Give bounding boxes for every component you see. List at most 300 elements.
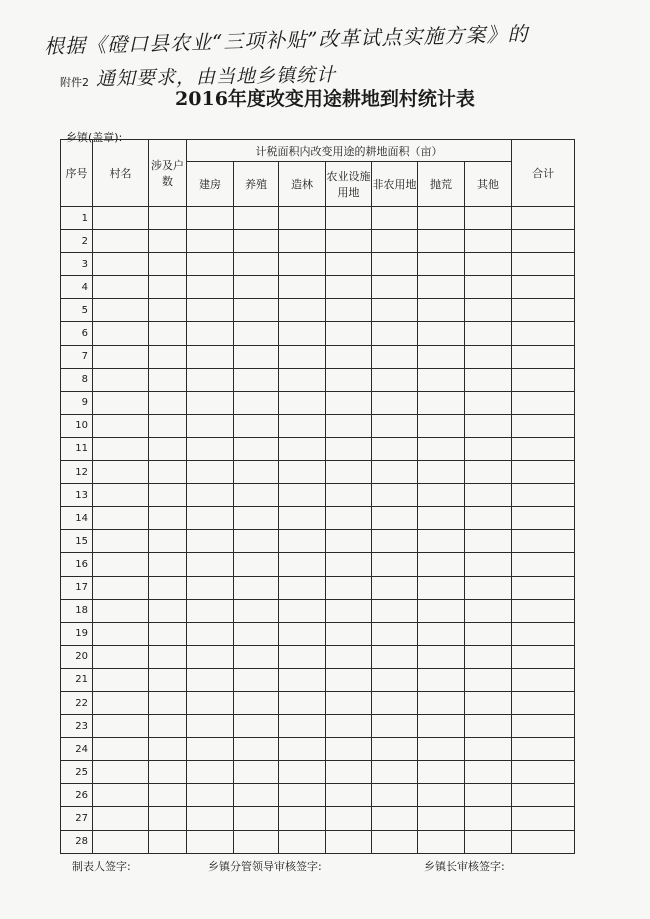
row-number: 5 <box>61 299 93 322</box>
empty-cell <box>326 484 372 507</box>
empty-cell <box>326 345 372 368</box>
empty-cell <box>465 368 512 391</box>
empty-cell <box>326 668 372 691</box>
table-row <box>61 761 575 784</box>
empty-cell <box>418 645 465 668</box>
empty-cell <box>418 299 465 322</box>
table-row <box>61 715 575 738</box>
table-row <box>61 807 575 830</box>
empty-cell <box>512 830 575 853</box>
empty-cell <box>372 784 418 807</box>
empty-cell <box>372 230 418 253</box>
table-row <box>61 207 575 230</box>
empty-cell <box>326 645 372 668</box>
table-row <box>61 414 575 437</box>
empty-cell <box>93 576 149 599</box>
empty-cell <box>326 830 372 853</box>
empty-cell <box>93 322 149 345</box>
empty-cell <box>465 253 512 276</box>
empty-cell <box>93 599 149 622</box>
empty-cell <box>372 715 418 738</box>
empty-cell <box>93 276 149 299</box>
empty-cell <box>372 761 418 784</box>
empty-cell <box>279 437 326 460</box>
handwritten-note-line2: 通知要求，由当地乡镇统计 <box>95 63 337 91</box>
handwritten-note-line1: 根据《磴口县农业“三项补贴”改革试点实施方案》的 <box>43 21 529 59</box>
empty-cell <box>149 507 187 530</box>
empty-cell <box>93 507 149 530</box>
row-number: 22 <box>61 691 93 714</box>
empty-cell <box>465 761 512 784</box>
empty-cell <box>279 784 326 807</box>
empty-cell <box>279 299 326 322</box>
empty-cell <box>187 622 234 645</box>
empty-cell <box>234 299 279 322</box>
empty-cell <box>149 784 187 807</box>
header-afforestation: 造林 <box>279 162 326 207</box>
row-number: 13 <box>61 484 93 507</box>
empty-cell <box>465 553 512 576</box>
empty-cell <box>187 207 234 230</box>
empty-cell <box>187 830 234 853</box>
empty-cell <box>326 738 372 761</box>
empty-cell <box>187 807 234 830</box>
empty-cell <box>465 784 512 807</box>
table-row <box>61 507 575 530</box>
table-row <box>61 576 575 599</box>
empty-cell <box>326 530 372 553</box>
empty-cell <box>187 530 234 553</box>
empty-cell <box>418 461 465 484</box>
empty-cell <box>326 299 372 322</box>
row-number: 25 <box>61 761 93 784</box>
empty-cell <box>512 507 575 530</box>
empty-cell <box>149 276 187 299</box>
empty-cell <box>93 484 149 507</box>
table-row <box>61 622 575 645</box>
row-number: 15 <box>61 530 93 553</box>
empty-cell <box>93 761 149 784</box>
empty-cell <box>93 807 149 830</box>
empty-cell <box>149 322 187 345</box>
empty-cell <box>512 368 575 391</box>
empty-cell <box>234 253 279 276</box>
table-row <box>61 230 575 253</box>
empty-cell <box>512 437 575 460</box>
header-households: 涉及户数 <box>149 140 187 207</box>
empty-cell <box>372 738 418 761</box>
empty-cell <box>512 530 575 553</box>
empty-cell <box>326 784 372 807</box>
row-number: 18 <box>61 599 93 622</box>
empty-cell <box>93 738 149 761</box>
empty-cell <box>149 715 187 738</box>
row-number: 16 <box>61 553 93 576</box>
empty-cell <box>512 738 575 761</box>
empty-cell <box>372 830 418 853</box>
statistics-table <box>60 139 575 854</box>
empty-cell <box>465 576 512 599</box>
empty-cell <box>465 345 512 368</box>
empty-cell <box>465 391 512 414</box>
empty-cell <box>187 668 234 691</box>
empty-cell <box>279 345 326 368</box>
empty-cell <box>418 553 465 576</box>
empty-cell <box>279 622 326 645</box>
empty-cell <box>93 299 149 322</box>
empty-cell <box>372 530 418 553</box>
row-number: 20 <box>61 645 93 668</box>
empty-cell <box>418 207 465 230</box>
row-number: 19 <box>61 622 93 645</box>
table-row <box>61 691 575 714</box>
empty-cell <box>149 530 187 553</box>
empty-cell <box>418 807 465 830</box>
empty-cell <box>234 738 279 761</box>
empty-cell <box>326 461 372 484</box>
empty-cell <box>234 761 279 784</box>
empty-cell <box>326 691 372 714</box>
table-row <box>61 322 575 345</box>
empty-cell <box>93 345 149 368</box>
empty-cell <box>234 437 279 460</box>
empty-cell <box>418 738 465 761</box>
empty-cell <box>512 576 575 599</box>
empty-cell <box>372 807 418 830</box>
empty-cell <box>234 715 279 738</box>
empty-cell <box>279 276 326 299</box>
empty-cell <box>187 345 234 368</box>
empty-cell <box>372 322 418 345</box>
empty-cell <box>372 414 418 437</box>
row-number: 24 <box>61 738 93 761</box>
empty-cell <box>279 484 326 507</box>
attachment-label: 附件2 <box>60 76 89 89</box>
empty-cell <box>512 207 575 230</box>
empty-cell <box>187 437 234 460</box>
empty-cell <box>465 207 512 230</box>
table-row <box>61 738 575 761</box>
row-number: 28 <box>61 830 93 853</box>
header-village: 村名 <box>93 140 149 207</box>
empty-cell <box>187 599 234 622</box>
empty-cell <box>372 253 418 276</box>
empty-cell <box>418 576 465 599</box>
empty-cell <box>234 207 279 230</box>
empty-cell <box>149 830 187 853</box>
empty-cell <box>512 668 575 691</box>
empty-cell <box>187 738 234 761</box>
page-title: 2016年度改变用途耕地到村统计表 <box>175 88 475 110</box>
empty-cell <box>234 391 279 414</box>
empty-cell <box>149 414 187 437</box>
empty-cell <box>326 715 372 738</box>
empty-cell <box>149 553 187 576</box>
empty-cell <box>326 599 372 622</box>
empty-cell <box>187 368 234 391</box>
empty-cell <box>187 691 234 714</box>
empty-cell <box>326 414 372 437</box>
empty-cell <box>372 461 418 484</box>
header-facility-land: 农业设施用地 <box>326 162 372 207</box>
empty-cell <box>326 207 372 230</box>
empty-cell <box>93 461 149 484</box>
empty-cell <box>326 553 372 576</box>
row-number: 4 <box>61 276 93 299</box>
row-number: 6 <box>61 322 93 345</box>
empty-cell <box>187 484 234 507</box>
empty-cell <box>372 391 418 414</box>
empty-cell <box>465 830 512 853</box>
empty-cell <box>187 391 234 414</box>
empty-cell <box>326 391 372 414</box>
empty-cell <box>372 599 418 622</box>
empty-cell <box>326 230 372 253</box>
table-row <box>61 484 575 507</box>
empty-cell <box>234 576 279 599</box>
row-number: 3 <box>61 253 93 276</box>
empty-cell <box>279 322 326 345</box>
empty-cell <box>187 414 234 437</box>
empty-cell <box>418 414 465 437</box>
empty-cell <box>279 507 326 530</box>
empty-cell <box>93 530 149 553</box>
empty-cell <box>465 715 512 738</box>
table-row <box>61 345 575 368</box>
empty-cell <box>187 253 234 276</box>
empty-cell <box>93 784 149 807</box>
table-row <box>61 553 575 576</box>
empty-cell <box>149 253 187 276</box>
empty-cell <box>418 437 465 460</box>
empty-cell <box>372 276 418 299</box>
empty-cell <box>234 622 279 645</box>
empty-cell <box>418 230 465 253</box>
header-seq: 序号 <box>61 140 93 207</box>
empty-cell <box>187 761 234 784</box>
empty-cell <box>418 345 465 368</box>
empty-cell <box>512 322 575 345</box>
table-row <box>61 599 575 622</box>
empty-cell <box>512 253 575 276</box>
empty-cell <box>93 645 149 668</box>
deputy-signature-label: 乡镇分管领导审核签字: <box>208 860 322 873</box>
row-number: 2 <box>61 230 93 253</box>
empty-cell <box>149 807 187 830</box>
empty-cell <box>465 484 512 507</box>
empty-cell <box>279 461 326 484</box>
empty-cell <box>326 322 372 345</box>
empty-cell <box>234 784 279 807</box>
empty-cell <box>372 668 418 691</box>
empty-cell <box>149 345 187 368</box>
empty-cell <box>465 645 512 668</box>
empty-cell <box>372 553 418 576</box>
header-nonfarm-land: 非农用地 <box>372 162 418 207</box>
empty-cell <box>149 668 187 691</box>
empty-cell <box>234 276 279 299</box>
empty-cell <box>93 368 149 391</box>
empty-cell <box>149 484 187 507</box>
empty-cell <box>279 645 326 668</box>
empty-cell <box>187 553 234 576</box>
header-building: 建房 <box>187 162 234 207</box>
empty-cell <box>326 622 372 645</box>
empty-cell <box>279 761 326 784</box>
empty-cell <box>149 207 187 230</box>
empty-cell <box>465 437 512 460</box>
row-number: 8 <box>61 368 93 391</box>
empty-cell <box>512 276 575 299</box>
table-row <box>61 437 575 460</box>
empty-cell <box>465 530 512 553</box>
empty-cell <box>418 784 465 807</box>
empty-cell <box>512 299 575 322</box>
town-stamp-label: 乡镇(盖章): <box>66 131 123 144</box>
empty-cell <box>234 645 279 668</box>
header-changed-area-group: 计税面积内改变用途的耕地面积（亩） <box>187 140 512 162</box>
empty-cell <box>465 299 512 322</box>
empty-cell <box>187 230 234 253</box>
empty-cell <box>326 761 372 784</box>
empty-cell <box>93 830 149 853</box>
table-row <box>61 784 575 807</box>
empty-cell <box>512 784 575 807</box>
empty-cell <box>326 276 372 299</box>
empty-cell <box>512 599 575 622</box>
empty-cell <box>234 484 279 507</box>
empty-cell <box>279 530 326 553</box>
empty-cell <box>93 253 149 276</box>
empty-cell <box>187 299 234 322</box>
empty-cell <box>465 322 512 345</box>
empty-cell <box>149 645 187 668</box>
empty-cell <box>279 691 326 714</box>
empty-cell <box>372 345 418 368</box>
table-row <box>61 299 575 322</box>
empty-cell <box>234 322 279 345</box>
empty-cell <box>93 230 149 253</box>
empty-cell <box>279 368 326 391</box>
empty-cell <box>187 276 234 299</box>
empty-cell <box>418 322 465 345</box>
empty-cell <box>187 645 234 668</box>
row-number: 9 <box>61 391 93 414</box>
row-number: 27 <box>61 807 93 830</box>
empty-cell <box>326 507 372 530</box>
empty-cell <box>372 437 418 460</box>
empty-cell <box>512 715 575 738</box>
empty-cell <box>279 253 326 276</box>
empty-cell <box>465 738 512 761</box>
empty-cell <box>326 807 372 830</box>
empty-cell <box>279 599 326 622</box>
empty-cell <box>418 761 465 784</box>
empty-cell <box>512 807 575 830</box>
empty-cell <box>372 368 418 391</box>
empty-cell <box>149 691 187 714</box>
empty-cell <box>418 622 465 645</box>
head-signature-label: 乡镇长审核签字: <box>424 860 505 873</box>
empty-cell <box>93 437 149 460</box>
empty-cell <box>93 553 149 576</box>
empty-cell <box>326 368 372 391</box>
empty-cell <box>149 368 187 391</box>
empty-cell <box>234 530 279 553</box>
row-number: 1 <box>61 207 93 230</box>
empty-cell <box>512 691 575 714</box>
row-number: 10 <box>61 414 93 437</box>
header-other: 其他 <box>465 162 512 207</box>
empty-cell <box>279 830 326 853</box>
empty-cell <box>512 622 575 645</box>
empty-cell <box>465 622 512 645</box>
empty-cell <box>372 507 418 530</box>
empty-cell <box>326 576 372 599</box>
table-row <box>61 645 575 668</box>
empty-cell <box>149 299 187 322</box>
empty-cell <box>465 507 512 530</box>
empty-cell <box>512 461 575 484</box>
empty-cell <box>512 553 575 576</box>
empty-cell <box>234 553 279 576</box>
empty-cell <box>149 461 187 484</box>
empty-cell <box>418 368 465 391</box>
empty-cell <box>234 830 279 853</box>
empty-cell <box>279 576 326 599</box>
empty-cell <box>187 322 234 345</box>
empty-cell <box>465 276 512 299</box>
empty-cell <box>234 368 279 391</box>
table-row <box>61 830 575 853</box>
empty-cell <box>93 207 149 230</box>
empty-cell <box>187 784 234 807</box>
table-row <box>61 530 575 553</box>
empty-cell <box>512 414 575 437</box>
empty-cell <box>372 691 418 714</box>
row-number: 7 <box>61 345 93 368</box>
empty-cell <box>187 507 234 530</box>
empty-cell <box>372 299 418 322</box>
empty-cell <box>418 391 465 414</box>
row-number: 12 <box>61 461 93 484</box>
empty-cell <box>93 391 149 414</box>
empty-cell <box>465 230 512 253</box>
empty-cell <box>234 599 279 622</box>
empty-cell <box>149 622 187 645</box>
empty-cell <box>465 691 512 714</box>
empty-cell <box>187 715 234 738</box>
header-total: 合计 <box>512 140 575 207</box>
empty-cell <box>187 576 234 599</box>
empty-cell <box>465 461 512 484</box>
empty-cell <box>279 715 326 738</box>
empty-cell <box>149 230 187 253</box>
empty-cell <box>418 507 465 530</box>
empty-cell <box>279 738 326 761</box>
header-breeding: 养殖 <box>234 162 279 207</box>
empty-cell <box>279 414 326 437</box>
preparer-signature-label: 制表人签字: <box>72 860 131 873</box>
table-row <box>61 391 575 414</box>
table-row <box>61 276 575 299</box>
empty-cell <box>326 437 372 460</box>
empty-cell <box>465 807 512 830</box>
empty-cell <box>149 437 187 460</box>
empty-cell <box>234 345 279 368</box>
header-abandoned: 抛荒 <box>418 162 465 207</box>
empty-cell <box>512 761 575 784</box>
